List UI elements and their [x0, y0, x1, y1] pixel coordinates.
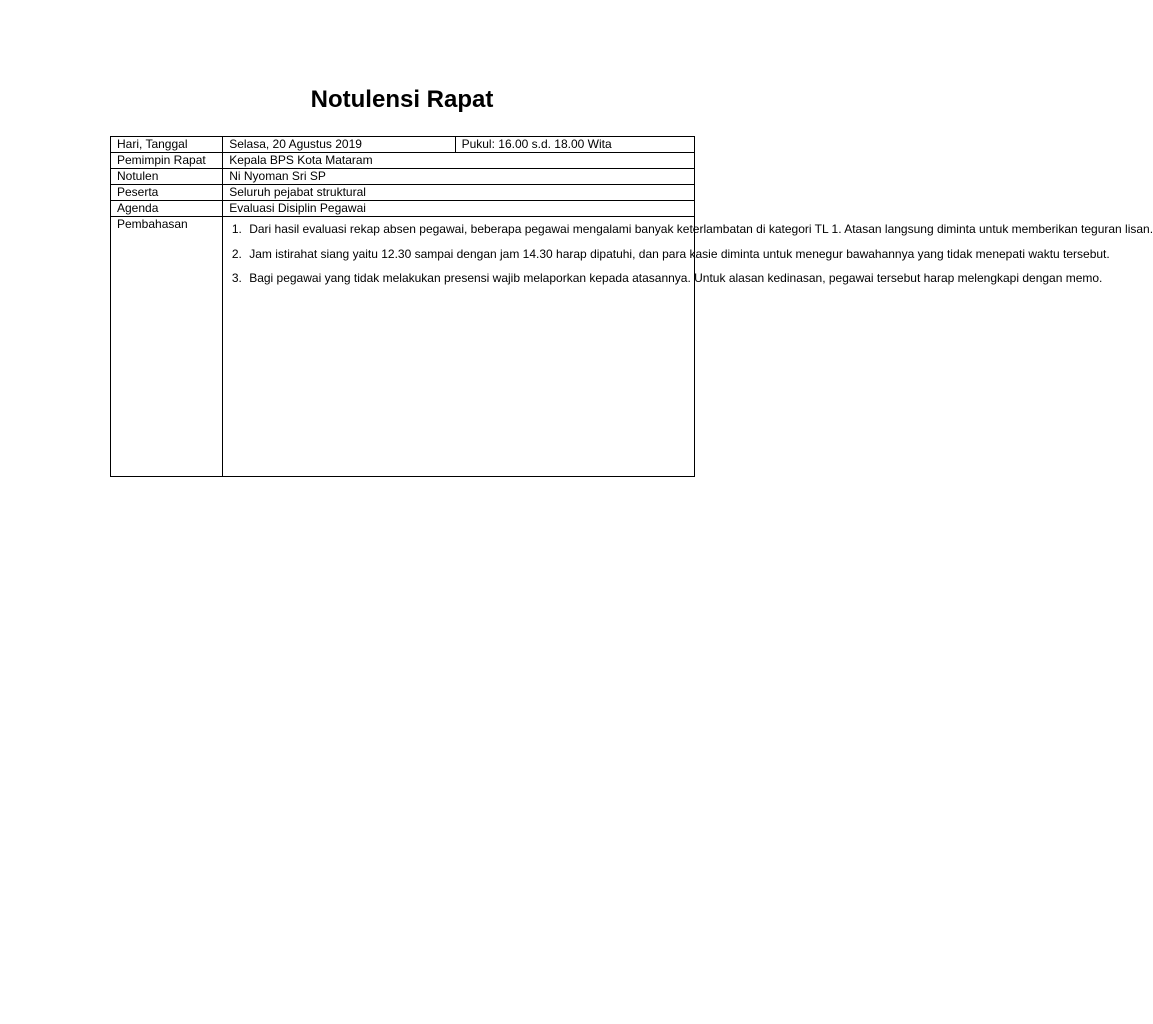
row-value: Selasa, 20 Agustus 2019	[223, 137, 455, 153]
table-row	[111, 185, 695, 201]
row-value: Seluruh pejabat struktural	[223, 185, 695, 201]
list-item: 2. Jam istirahat siang yaitu 12.30 sampai dengan jam 14.30 harap dipatuhi, dan para kasie diminta untuk menegur bawahannya yang tidak menepati waktu tersebut.	[245, 242, 688, 267]
minutes-table	[110, 136, 1153, 477]
discussion-content	[223, 217, 1153, 477]
row-label: Pemimpin Rapat	[111, 153, 223, 169]
table-row	[111, 201, 695, 217]
table-row	[111, 153, 695, 169]
row-label: Pembahasan	[111, 217, 223, 477]
table-row	[111, 169, 695, 185]
table-row	[111, 137, 695, 153]
table-row	[111, 217, 695, 477]
row-value: Ni Nyoman Sri SP	[223, 169, 695, 185]
row-label: Notulen	[111, 169, 223, 185]
meeting-time: Pukul: 16.00 s.d. 18.00 Wita	[455, 137, 694, 153]
row-value: Kepala BPS Kota Mataram	[223, 153, 695, 169]
document-title: Notulensi Rapat	[310, 86, 494, 113]
list-item: 3. Bagi pegawai yang tidak melakukan presensi wajib melaporkan kepada atasannya. Untuk alasan kedinasan, pegawai tersebut harap melengkapi dengan memo.	[245, 266, 688, 291]
row-value: Evaluasi Disiplin Pegawai	[223, 201, 695, 217]
list-item: 1. Dari hasil evaluasi rekap absen pegawai, beberapa pegawai mengalami banyak keterlambatan di kategori TL 1. Atasan langsung diminta untuk memberikan teguran lisan.	[245, 217, 688, 242]
row-label: Peserta	[111, 185, 223, 201]
discussion-list	[229, 217, 1153, 291]
row-label: Agenda	[111, 201, 223, 217]
row-label: Hari, Tanggal	[111, 137, 223, 153]
